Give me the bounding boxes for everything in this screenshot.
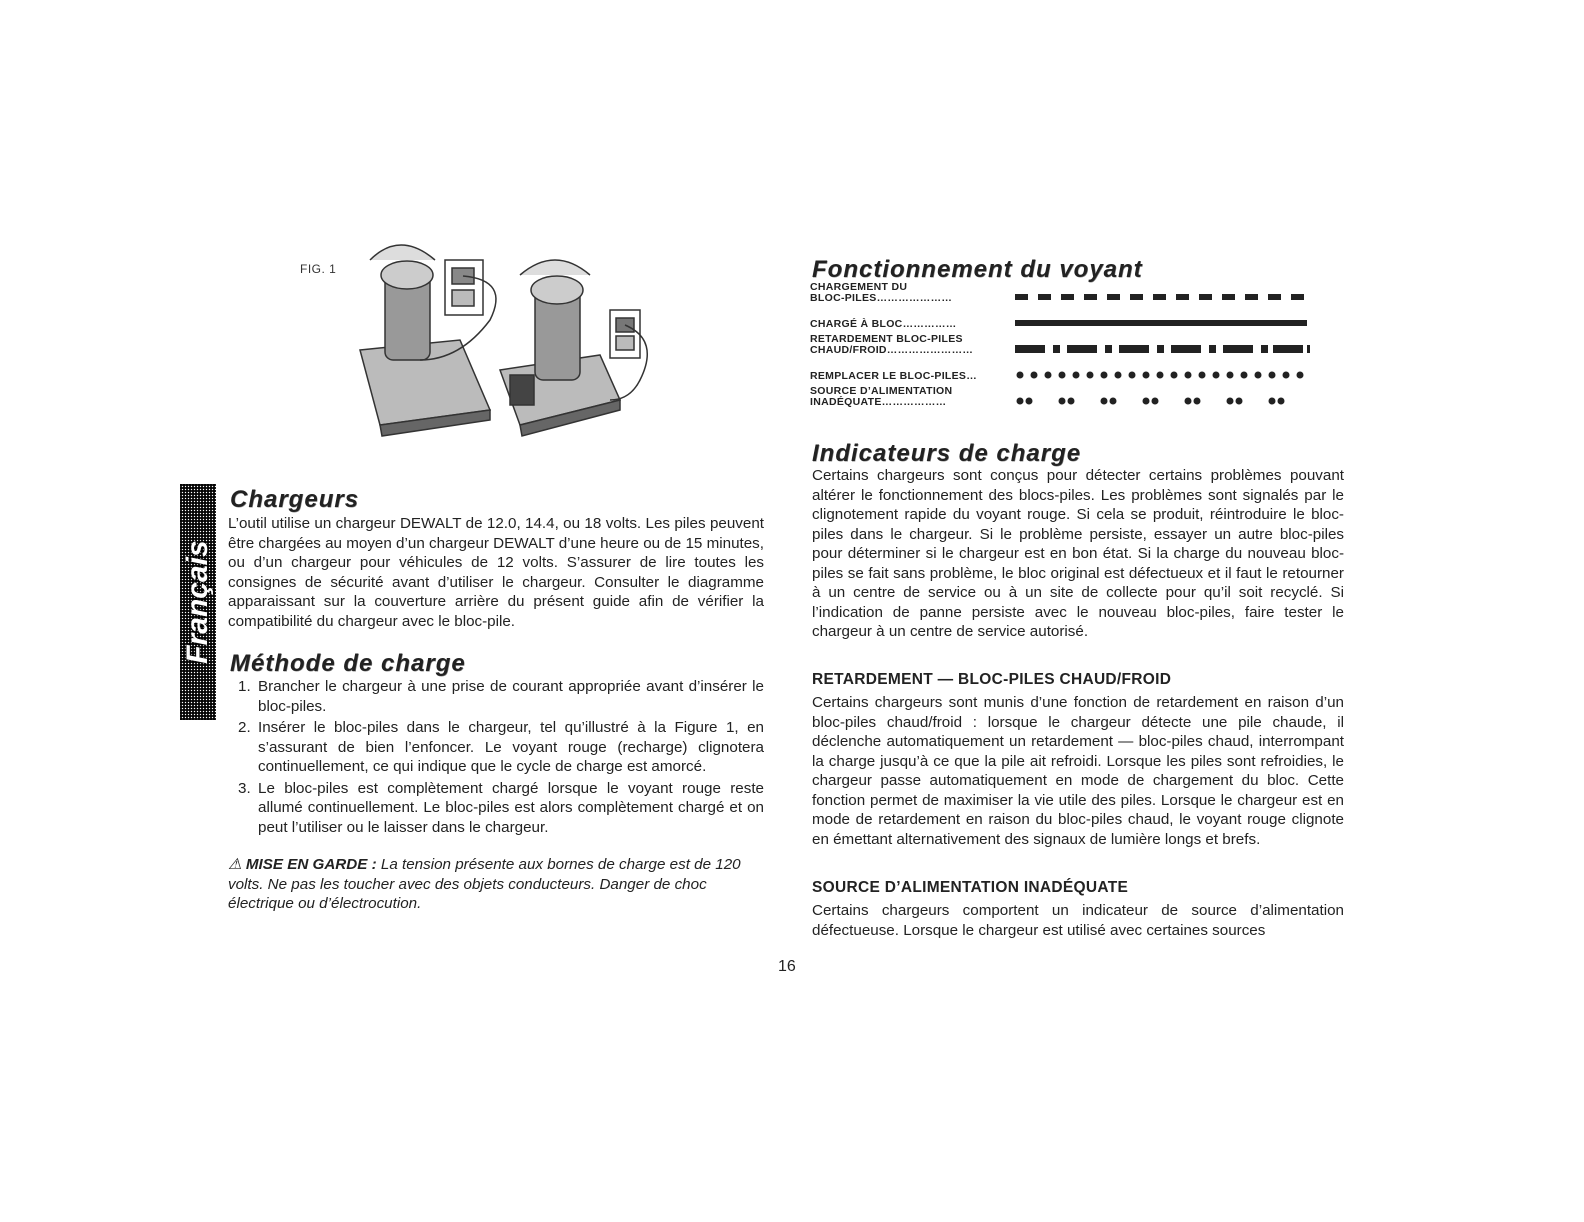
indicator-row: CHARGÉ À BLOC……………	[810, 310, 1310, 332]
pattern-solid	[1015, 318, 1310, 328]
indicateurs-body: Certains chargeurs sont conçus pour détecter certains problèmes pouvant altérer le fonctionnement des blocs-piles. Les problèmes sont signalés par le clignotement rapide du voyant rouge. Si cela se produit, réintroduire le bloc-piles dans le chargeur. Si le problème persiste, essayer un autre bloc-piles pour déterminer si le chargeur est en bon état. Si la charge du nouveau bloc-piles se fait sans problème, le bloc original est défectueux et il faut le retourner à un centre de service ou à un site de collecte pour qu’il soit recyclé. Si l’indication de panne persiste avec le nouveau bloc-piles, faire tester le chargeur à un centre de service autorisé.	[812, 467, 1344, 640]
indicator-table	[810, 281, 1310, 414]
source-body: Certains chargeurs comportent un indicateur de source d’alimentation défectueuse. Lorsque le chargeur est utilisé avec certaines sources	[812, 902, 1344, 939]
warning-label: MISE EN GARDE :	[245, 856, 377, 873]
chargeurs-body: L’outil utilise un chargeur DEWALT de 12.0, 14.4, ou 18 volts. Les piles peuvent être chargées au moyen d’un chargeur DEWALT d’une heure ou de 15 minutes, ou d’un chargeur pour véhicules de 12 volts. S’assurer de lire toutes les consignes de sécurité avant d’utiliser le chargeur. Consulter le diagramme apparaissant sur la couverture arrière du présent guide afin de vérifier la compatibilité du chargeur avec le bloc-pile.	[228, 515, 764, 630]
retardement-body: Certains chargeurs sont munis d’une fonction de retardement en raison d’un bloc-piles chaud/froid : lorsque le chargeur détecte une pile chaude, il déclenche automatiquement un retardement — bloc-piles chaud, interrompant la charge jusqu’à ce que la pile ait refroidi. Lorsque les piles sont refroidies, le chargeur passe automatiquement en mode de chargement du bloc. Cette fonction permet de maximiser la vie utile des piles. Lorsque le chargeur est en mode de retardement en raison du bloc-piles chaud, le voyant rouge clignote en émettant alternativement des signaux de lumière longs et brefs.	[812, 694, 1344, 848]
voyant-heading: Fonctionnement du voyant	[812, 256, 1143, 283]
methode-steps	[228, 677, 764, 839]
pattern-dots	[1015, 370, 1310, 380]
indicateurs-heading: Indicateurs de charge	[812, 440, 1082, 467]
step-item: 3. Le bloc-piles est complètement chargé lorsque le voyant rouge reste allumé continuellement. Le bloc-piles est alors complètement chargé et on peut l’utiliser ou le laisser dans le chargeur.	[238, 779, 764, 836]
chargeurs-heading: Chargeurs	[230, 486, 360, 513]
pattern-long-short	[1015, 344, 1310, 354]
language-tab	[180, 484, 216, 720]
charger-right	[500, 260, 620, 436]
retardement-heading: RETARDEMENT — BLOC-PILES CHAUD/FROID	[812, 671, 1172, 688]
pattern-dash	[1015, 292, 1310, 302]
indicator-row: CHARGEMENT DU BLOC-PILES…………………	[810, 284, 1310, 306]
page-number: 16	[778, 958, 796, 975]
language-tab-label: Français	[181, 540, 214, 664]
warning-icon: ⚠	[228, 856, 242, 873]
step-item: 2. Insérer le bloc-piles dans le chargeur, tel qu’illustré à la Figure 1, en s’assurant de bien l’enfoncer. Le voyant rouge (recharge) clignotera continuellement, ce qui indique que le cycle de charge est amorcé.	[238, 719, 764, 775]
methode-heading: Méthode de charge	[230, 650, 466, 677]
step-item: 1. Brancher le chargeur à une prise de courant appropriée avant d’insérer le bloc-piles.	[238, 678, 764, 715]
warning-text: La tension présente aux bornes de charge est de 120 volts. Ne pas les toucher avec des objets conducteurs. Danger de choc électrique ou d’électrocution.	[228, 856, 741, 912]
warning-block	[228, 855, 764, 914]
charger-illustration	[340, 240, 670, 440]
indicator-row: SOURCE D’ALIMENTATION INADÉQUATE………………	[810, 388, 1310, 410]
pattern-dot-pairs	[1015, 396, 1310, 406]
source-heading: SOURCE D’ALIMENTATION INADÉQUATE	[812, 879, 1129, 896]
indicator-row: RETARDEMENT BLOC-PILES CHAUD/FROID……………………	[810, 336, 1310, 358]
indicator-row: REMPLACER LE BLOC-PILES…	[810, 362, 1310, 384]
figure-label: FIG. 1	[300, 262, 337, 276]
